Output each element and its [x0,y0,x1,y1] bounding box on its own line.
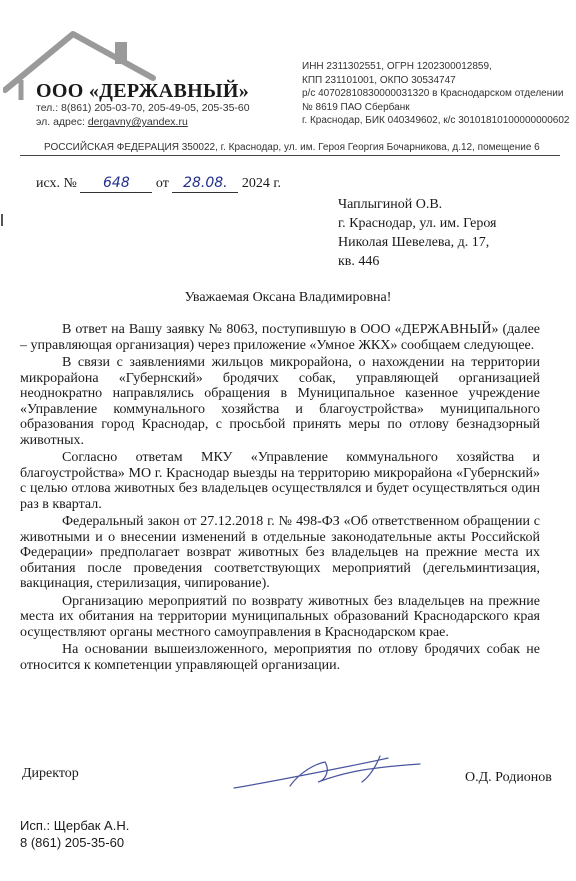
phone-line: тел.: 8(861) 205-03-70, 205-49-05, 205-35-60 [36,102,250,114]
body-paragraph: В связи с заявлениями жильцов микрорайона, о нахождении на территории микрорайона «Губернский» бродячих собак, управляющей организацией неоднократно направлялись обращения в Муниципальное казенное учреждение «Управление коммунального хозяйства и благоустройства» муниципального образования город Краснодар, с просьбой принять меры по отлову безнадзорный животных. [20,355,540,448]
company-address: РОССИЙСКАЯ ФЕДЕРАЦИЯ 350022, г. Краснодар, ул. им. Героя Георгия Бочарникова, д.12, помещение 6 [44,142,540,153]
body-paragraph: Организацию мероприятий по возврату животных без владельцев на прежние места их обитания на территории муниципальных образований Краснодарского края осуществляют органы местного самоуправления в Краснодарском крае. [20,593,540,640]
handwritten-signature [230,752,430,792]
outgoing-number: 648 [103,175,130,191]
company-contacts [36,101,250,129]
company-name: ООО «ДЕРЖАВНЫЙ» [36,80,250,102]
letter-body [20,322,540,675]
executor-phone: 8 (861) 205-35-60 [20,835,125,850]
requisite-line: ИНН 2311302551, ОГРН 1202300012859, [302,61,492,72]
body-paragraph: Федеральный закон от 27.12.2018 г. № 498-ФЗ «Об ответственном обращении с животными и о внесении изменений в отдельные законодательные акты Российской Федерации» предполагает возврат животных без владельцев на прежние места их обитания после проведения соответствующих мероприятий (дегельминтизация, вакцинация, стерилизация, чипирование). [20,514,540,591]
body-paragraph: Согласно ответам МКУ «Управление коммунального хозяйства и благоустройства» МО г. Краснодар выезды на территорию микрорайона «Губернский» с целью отлова животных без владельцев осуществлялся и будет осуществляться один раз в квартал. [20,450,540,512]
email-link[interactable]: dergavny@yandex.ru [87,116,188,128]
recipient-block [338,195,497,271]
outgoing-year: 2024 г. [241,176,281,191]
body-paragraph: В ответ на Вашу заявку № 8063, поступившую в ООО «ДЕРЖАВНЫЙ» (далее – управляющая организация) через приложение «Умное ЖКХ» сообщаем следующее. [20,322,540,353]
letterhead-divider [20,155,560,156]
scan-edge-mark [1,214,3,226]
outgoing-date-label: от [155,176,169,191]
executor-name: Исп.: Щербак А.Н. [20,818,130,833]
recipient-line: кв. 446 [338,254,380,269]
email-label: эл. адрес: [36,116,85,128]
outgoing-date: 28.08. [183,175,228,191]
requisite-line: г. Краснодар, БИК 040349602, к/с 30101810100000000602 [302,115,570,126]
signatory-name: О.Д. Родионов [465,770,552,785]
outgoing-reference [36,175,281,193]
recipient-line: Николая Шевелева, д. 17, [338,235,490,250]
body-paragraph: На основании вышеизложенного, мероприятия по отлову бродячих собак не относится к компетенции управляющей организации. [20,642,540,673]
greeting: Уважаемая Оксана Владимировна! [184,290,392,305]
requisite-line: р/с 40702810830000031320 в Краснодарском отделении [302,88,564,99]
email-line [36,115,250,129]
signatory-position: Директор [22,766,79,781]
recipient-line: Чаплыгиной О.В. [338,197,443,212]
executor-block [20,817,129,851]
outgoing-number-label: исх. № [36,176,77,191]
requisite-line: № 8619 ПАО Сбербанк [302,101,410,113]
bank-requisites [302,60,576,128]
requisite-line: КПП 231101001, ОКПО 30534747 [302,74,456,86]
recipient-line: г. Краснодар, ул. им. Героя [338,216,497,231]
